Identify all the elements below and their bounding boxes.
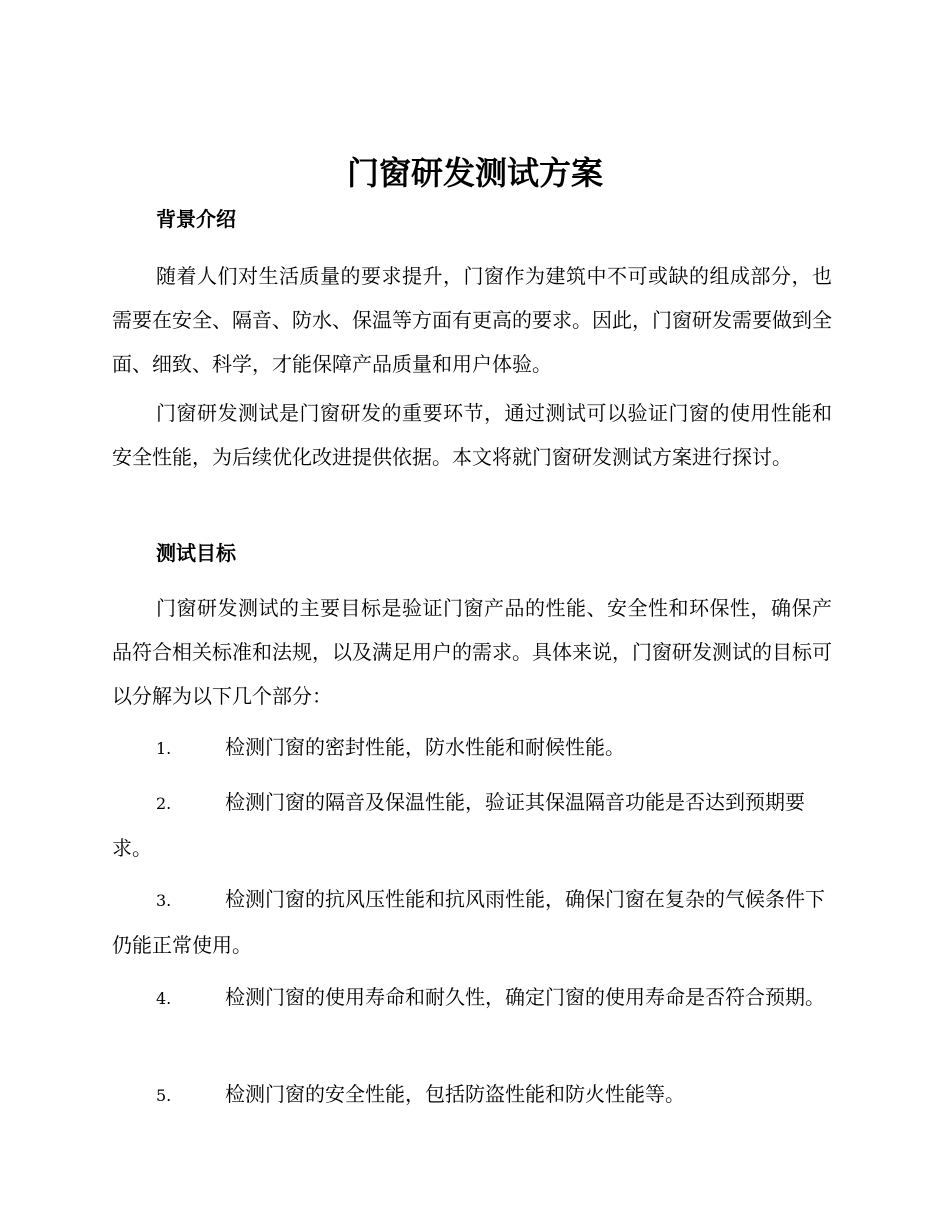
paragraph-background-1: 随着人们对生活质量的要求提升，门窗作为建筑中不可或缺的组成部分，也需要在安全、隔音、防水、保温等方面有更高的要求。因此，门窗研发需要做到全面、细致、科学，才能保障产品质量和用户体验。 xyxy=(112,264,832,376)
list-number: 5. xyxy=(156,1086,172,1105)
list-number: 2. xyxy=(156,794,172,813)
list-item-text: 检测门窗的安全性能，包括防盗性能和防火性能等。 xyxy=(225,1082,685,1106)
section-heading-goals: 测试目标 xyxy=(156,541,236,565)
list-item xyxy=(112,780,832,870)
paragraph-goals-1: 门窗研发测试的主要目标是验证门窗产品的性能、安全性和环保性，确保产品符合相关标准和法规，以及满足用户的需求。具体来说，门窗研发测试的目标可以分解为以下几个部分： xyxy=(112,596,832,708)
document-title: 门窗研发测试方案 xyxy=(346,154,603,192)
list-item-text: 检测门窗的隔音及保温性能，验证其保温隔音功能是否达到预期要求。 xyxy=(112,790,805,860)
list-item xyxy=(112,1072,832,1118)
list-item-text: 检测门窗的抗风压性能和抗风雨性能，确保门窗在复杂的气候条件下仍能正常使用。 xyxy=(112,887,825,957)
list-number: 1. xyxy=(156,739,172,758)
list-item-text: 检测门窗的密封性能，防水性能和耐候性能。 xyxy=(225,735,625,759)
list-item xyxy=(112,975,832,1021)
list-number: 3. xyxy=(156,891,172,910)
list-number: 4. xyxy=(156,989,172,1008)
section-heading-background: 背景介绍 xyxy=(156,207,236,231)
paragraph-background-2: 门窗研发测试是门窗研发的重要环节，通过测试可以验证门窗的使用性能和安全性能，为后续优化改进提供依据。本文将就门窗研发测试方案进行探讨。 xyxy=(112,401,832,469)
list-item xyxy=(112,725,832,771)
list-item-text: 检测门窗的使用寿命和耐久性，确定门窗的使用寿命是否符合预期。 xyxy=(225,985,825,1009)
list-item xyxy=(112,877,832,967)
